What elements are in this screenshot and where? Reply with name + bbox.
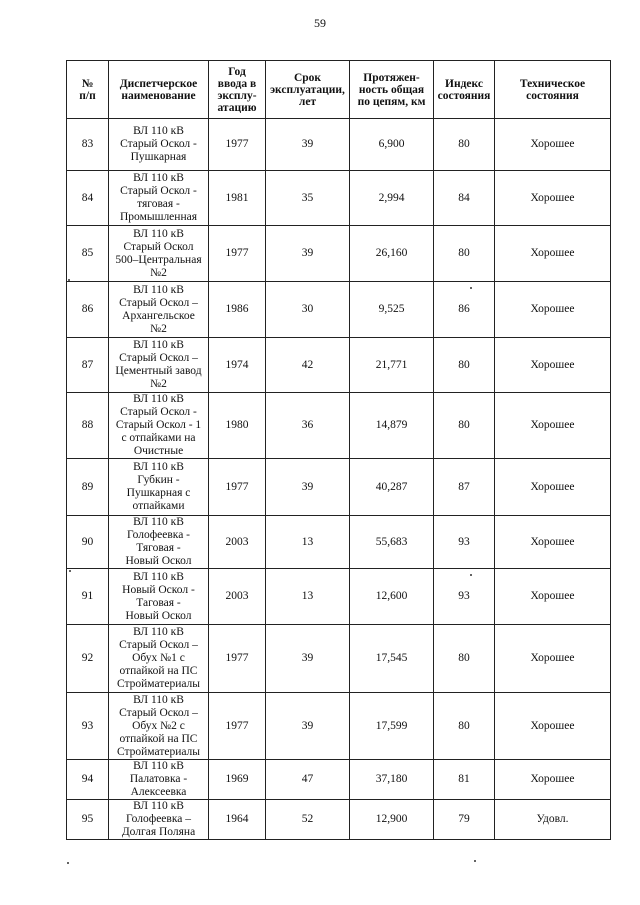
header-state (495, 61, 611, 119)
header-line: состояния (526, 89, 579, 102)
technical-state-cell: Хорошее (495, 760, 611, 800)
page-number: 59 (314, 16, 326, 30)
dispatch-name-line: тяговая - (137, 198, 180, 210)
header-line: Диспетчерское (119, 77, 198, 90)
condition-index-cell: 80 (434, 693, 495, 760)
dispatch-name-cell (109, 393, 209, 459)
dispatch-name-line: Губкин - (137, 474, 180, 486)
line-length-cell: 12,900 (350, 800, 434, 840)
row-number-cell: 88 (67, 393, 109, 459)
line-length-cell: 6,900 (350, 119, 434, 171)
technical-state-cell: Хорошее (495, 625, 611, 693)
table-row (67, 569, 611, 625)
technical-state-cell: Хорошее (495, 393, 611, 459)
dispatch-name-line: ВЛ 110 кВ (133, 172, 184, 184)
line-length-cell: 26,160 (350, 226, 434, 282)
service-term-cell: 13 (266, 516, 350, 569)
header-line: наименование (121, 89, 196, 102)
commission-year-cell: 1977 (209, 226, 266, 282)
dispatch-name-line: Старый Оскол – (119, 706, 198, 719)
table-header-row (67, 61, 611, 119)
technical-state-cell: Хорошее (495, 459, 611, 516)
line-length-cell: 14,879 (350, 393, 434, 459)
dispatch-name-line: ВЛ 110 кВ (133, 227, 184, 240)
table-row (67, 760, 611, 800)
condition-index-cell: 86 (434, 282, 495, 338)
dispatch-name-cell (109, 338, 209, 393)
condition-index-cell: 79 (434, 800, 495, 840)
line-length-cell: 9,525 (350, 282, 434, 338)
header-line: по цепям, км (357, 95, 426, 108)
table-row (67, 119, 611, 171)
header-line: состояния (437, 89, 491, 102)
dispatch-name-line: Таговая - (136, 596, 181, 609)
dispatch-name-line: Цементный завод (115, 365, 202, 377)
dispatch-name-line: ВЛ 110 кВ (133, 283, 184, 296)
service-term-cell: 39 (266, 459, 350, 516)
header-line: атацию (217, 101, 257, 114)
header-number (67, 61, 109, 119)
row-number-cell: 83 (67, 119, 109, 171)
dispatch-name-cell (109, 119, 209, 171)
condition-index-cell: 80 (434, 226, 495, 282)
dispatch-name-line: Палатовка - (129, 773, 188, 785)
technical-state-cell: Хорошее (495, 338, 611, 393)
header-line: Протяжен- (363, 71, 420, 84)
row-number-cell: 89 (67, 459, 109, 516)
line-length-cell: 17,599 (350, 693, 434, 760)
header-year (209, 61, 266, 119)
dispatch-name-line: Голофеевка – (126, 813, 191, 825)
line-length-cell: 17,545 (350, 625, 434, 693)
power-lines-table (66, 60, 611, 840)
commission-year-cell: 1980 (209, 393, 266, 459)
condition-index-cell: 80 (434, 393, 495, 459)
commission-year-cell: 1977 (209, 119, 266, 171)
table-row (67, 393, 611, 459)
technical-state-cell: Хорошее (495, 119, 611, 171)
dispatch-name-line: Стройматериалы (116, 745, 201, 758)
condition-index-cell: 93 (434, 569, 495, 625)
technical-state-cell: Хорошее (495, 171, 611, 226)
line-length-cell: 12,600 (350, 569, 434, 625)
dispatch-name-line: №2 (150, 266, 167, 279)
header-index (434, 61, 495, 119)
header-length (350, 61, 434, 119)
service-term-cell: 39 (266, 625, 350, 693)
commission-year-cell: 1969 (209, 760, 266, 800)
technical-state-cell: Хорошее (495, 282, 611, 338)
commission-year-cell: 1964 (209, 800, 266, 840)
dispatch-name-cell (109, 171, 209, 226)
table-row (67, 800, 611, 840)
scan-speck (69, 570, 71, 572)
scan-speck (474, 860, 476, 862)
condition-index-cell: 80 (434, 119, 495, 171)
dispatch-name-line: Старый Оскол – (119, 639, 198, 651)
row-number-cell: 90 (67, 516, 109, 569)
row-number-cell: 84 (67, 171, 109, 226)
dispatch-name-line: ВЛ 110 кВ (133, 339, 184, 351)
dispatch-name-line: Промышленная (120, 211, 197, 223)
dispatch-name-line: Тяговая - (136, 542, 181, 554)
dispatch-name-line: Старый Оскол - (120, 406, 197, 418)
line-length-cell: 55,683 (350, 516, 434, 569)
commission-year-cell: 1977 (209, 693, 266, 760)
dispatch-name-line: Обух №2 с (132, 719, 185, 732)
commission-year-cell: 1981 (209, 171, 266, 226)
header-line: Срок (293, 71, 322, 84)
table-row (67, 459, 611, 516)
dispatch-name-line: ВЛ 110 кВ (133, 516, 184, 528)
dispatch-name-cell (109, 516, 209, 569)
dispatch-name-line: отпайкой на ПС (119, 732, 198, 745)
row-number-cell: 85 (67, 226, 109, 282)
header-name (109, 61, 209, 119)
header-term (266, 61, 350, 119)
header-line: Индекс (445, 77, 483, 90)
scan-speck (68, 279, 70, 281)
dispatch-name-line: ВЛ 110 кВ (133, 393, 184, 405)
condition-index-cell: 93 (434, 516, 495, 569)
service-term-cell: 39 (266, 119, 350, 171)
service-term-cell: 52 (266, 800, 350, 840)
header-line: Год (228, 65, 246, 78)
commission-year-cell: 2003 (209, 569, 266, 625)
header-line: Техническое (519, 77, 586, 90)
dispatch-name-line: №2 (150, 322, 167, 335)
condition-index-cell: 80 (434, 625, 495, 693)
table-row (67, 282, 611, 338)
condition-index-cell: 80 (434, 338, 495, 393)
header-line: № (81, 77, 94, 90)
service-term-cell: 35 (266, 171, 350, 226)
dispatch-name-line: ВЛ 110 кВ (133, 760, 184, 772)
dispatch-name-cell (109, 693, 209, 760)
technical-state-cell: Хорошее (495, 226, 611, 282)
dispatch-name-line: №2 (150, 378, 167, 390)
service-term-cell: 47 (266, 760, 350, 800)
commission-year-cell: 1974 (209, 338, 266, 393)
dispatch-name-line: ВЛ 110 кВ (133, 800, 184, 812)
commission-year-cell: 2003 (209, 516, 266, 569)
condition-index-cell: 81 (434, 760, 495, 800)
service-term-cell: 30 (266, 282, 350, 338)
dispatch-name-line: Старый Оскол (123, 240, 194, 253)
table-row (67, 171, 611, 226)
dispatch-name-line: отпайкой на ПС (119, 665, 198, 677)
line-length-cell: 37,180 (350, 760, 434, 800)
technical-state-cell: Хорошее (495, 516, 611, 569)
dispatch-name-line: ВЛ 110 кВ (133, 693, 184, 706)
dispatch-name-line: Голофеевка - (126, 529, 191, 541)
service-term-cell: 39 (266, 693, 350, 760)
dispatch-name-cell (109, 760, 209, 800)
dispatch-name-line: Новый Оскол (125, 555, 192, 567)
header-line: лет (298, 95, 317, 108)
dispatch-name-line: Старый Оскол – (119, 352, 198, 364)
dispatch-name-line: ВЛ 110 кВ (133, 461, 184, 473)
dispatch-name-line: Стройматериалы (116, 678, 201, 690)
dispatch-name-line: Алексеевка (130, 786, 187, 798)
service-term-cell: 36 (266, 393, 350, 459)
condition-index-cell: 84 (434, 171, 495, 226)
scan-speck (67, 862, 69, 864)
technical-state-cell: Хорошее (495, 693, 611, 760)
dispatch-name-line: Долгая Поляна (121, 826, 196, 838)
dispatch-name-line: Новый Оскол - (122, 583, 195, 596)
technical-state-cell: Хорошее (495, 569, 611, 625)
row-number-cell: 91 (67, 569, 109, 625)
dispatch-name-line: отпайками (132, 500, 185, 512)
table-row (67, 338, 611, 393)
header-line: эксплуатации, (270, 83, 345, 96)
service-term-cell: 42 (266, 338, 350, 393)
condition-index-cell: 87 (434, 459, 495, 516)
commission-year-cell: 1977 (209, 459, 266, 516)
header-line: ввода в (217, 77, 257, 90)
row-number-cell: 93 (67, 693, 109, 760)
dispatch-name-line: Старый Оскол - 1 (115, 419, 202, 431)
scan-speck (470, 287, 472, 289)
table-row (67, 693, 611, 760)
row-number-cell: 86 (67, 282, 109, 338)
row-number-cell: 92 (67, 625, 109, 693)
dispatch-name-line: Пушкарная с (126, 487, 191, 499)
table-row (67, 226, 611, 282)
row-number-cell: 95 (67, 800, 109, 840)
scan-speck (470, 574, 472, 576)
dispatch-name-line: Старый Оскол - (120, 138, 197, 150)
commission-year-cell: 1977 (209, 625, 266, 693)
dispatch-name-cell (109, 625, 209, 693)
dispatch-name-line: Новый Оскол (125, 609, 192, 622)
dispatch-name-line: Пушкарная (130, 151, 187, 163)
dispatch-name-line: 500–Центральная (115, 253, 202, 266)
dispatch-name-line: Старый Оскол - (120, 185, 197, 197)
table-row (67, 516, 611, 569)
dispatch-name-cell (109, 282, 209, 338)
service-term-cell: 39 (266, 226, 350, 282)
dispatch-name-cell (109, 226, 209, 282)
dispatch-name-line: Старый Оскол – (119, 296, 198, 309)
row-number-cell: 94 (67, 760, 109, 800)
header-line: ность общая (358, 83, 425, 96)
service-term-cell: 13 (266, 569, 350, 625)
dispatch-name-line: Очистные (133, 445, 184, 457)
header-line: п/п (79, 89, 96, 102)
dispatch-name-line: Обух №1 с (132, 652, 185, 664)
dispatch-name-cell (109, 800, 209, 840)
dispatch-name-line: ВЛ 110 кВ (133, 570, 184, 583)
commission-year-cell: 1986 (209, 282, 266, 338)
row-number-cell: 87 (67, 338, 109, 393)
dispatch-name-line: ВЛ 110 кВ (133, 626, 184, 638)
line-length-cell: 21,771 (350, 338, 434, 393)
line-length-cell: 2,994 (350, 171, 434, 226)
dispatch-name-cell (109, 459, 209, 516)
dispatch-name-line: ВЛ 110 кВ (133, 125, 184, 137)
table-row (67, 625, 611, 693)
line-length-cell: 40,287 (350, 459, 434, 516)
header-line: эксплу- (217, 89, 257, 102)
dispatch-name-line: с отпайками на (121, 432, 196, 444)
technical-state-cell: Удовл. (495, 800, 611, 840)
dispatch-name-cell (109, 569, 209, 625)
dispatch-name-line: Архангельское (122, 309, 195, 322)
